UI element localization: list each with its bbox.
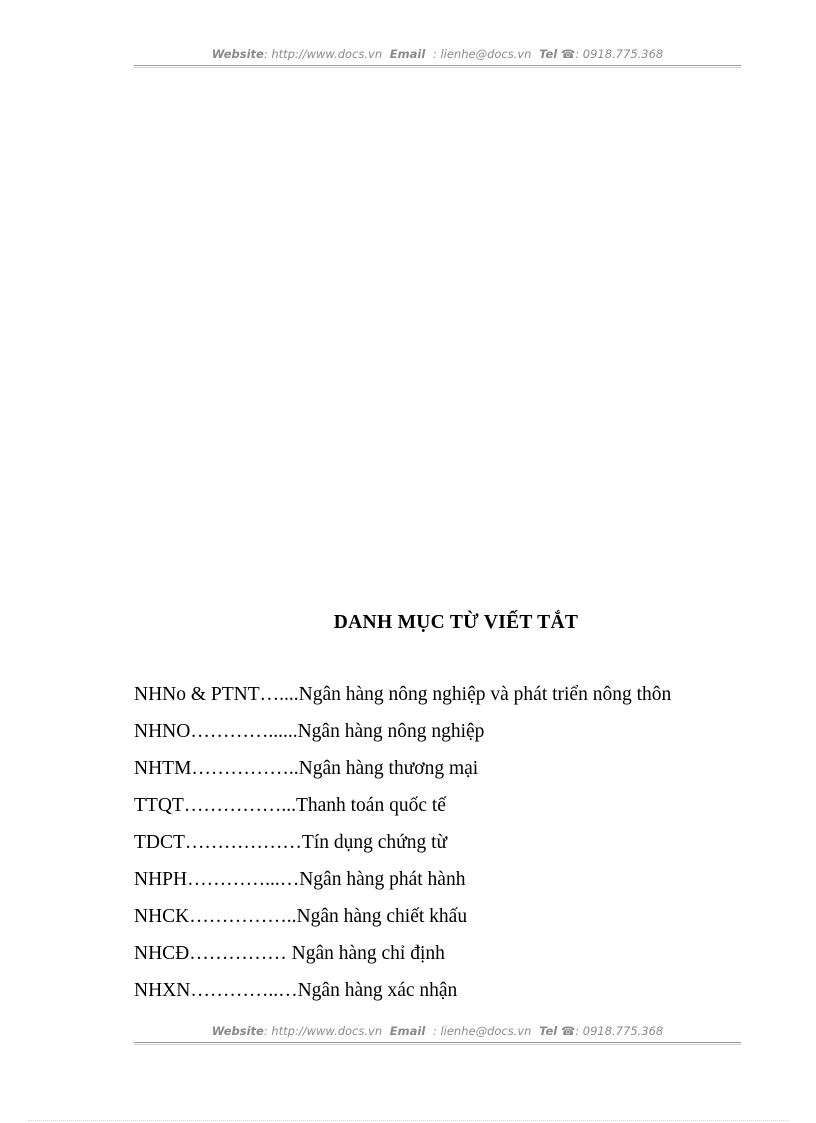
list-item: NHPH…………...…Ngân hàng phát hành [134, 869, 466, 890]
footer-divider [134, 1042, 741, 1045]
page-bottom-edge [28, 1120, 788, 1121]
header-tel-label: Tel [539, 47, 558, 61]
header-email-link[interactable]: : lienhe@docs.vn [432, 47, 532, 61]
header-email-label: Email [389, 47, 426, 61]
footer-website-label: Website [211, 1024, 264, 1038]
phone-icon: ☎ [560, 47, 576, 61]
footer-tel-value: : 0918.775.368 [575, 1024, 664, 1038]
list-item: TTQT……………...Thanh toán quốc tế [134, 795, 446, 816]
list-item: TDCT………………Tín dụng chứng từ [134, 832, 448, 853]
header-website-link[interactable]: : http://www.docs.vn [263, 47, 383, 61]
phone-icon: ☎ [560, 1024, 576, 1038]
list-item: NHNo & PTNT…....Ngân hàng nông nghiệp và phát triển nông thôn [134, 684, 672, 705]
footer-email-link[interactable]: : lienhe@docs.vn [432, 1024, 532, 1038]
page-footer [134, 1024, 741, 1038]
header-website-label: Website [211, 47, 264, 61]
header-divider [134, 65, 741, 68]
footer-email-label: Email [389, 1024, 426, 1038]
list-item: NHCK……………..Ngân hàng chiết khấu [134, 906, 468, 927]
header-tel-value: : 0918.775.368 [575, 47, 664, 61]
footer-website-link[interactable]: : http://www.docs.vn [263, 1024, 383, 1038]
page-header [134, 47, 741, 61]
page-title: DANH MỤC TỪ VIẾT TẮT [333, 612, 579, 633]
footer-tel-label: Tel [539, 1024, 558, 1038]
list-item: NHCĐ…………… Ngân hàng chỉ định [134, 943, 445, 964]
list-item: NHNO…………......Ngân hàng nông nghiệp [134, 721, 485, 742]
list-item: NHXN…………..…Ngân hàng xác nhận [134, 980, 458, 1001]
list-item: NHTM……………..Ngân hàng thương mại [134, 758, 479, 779]
